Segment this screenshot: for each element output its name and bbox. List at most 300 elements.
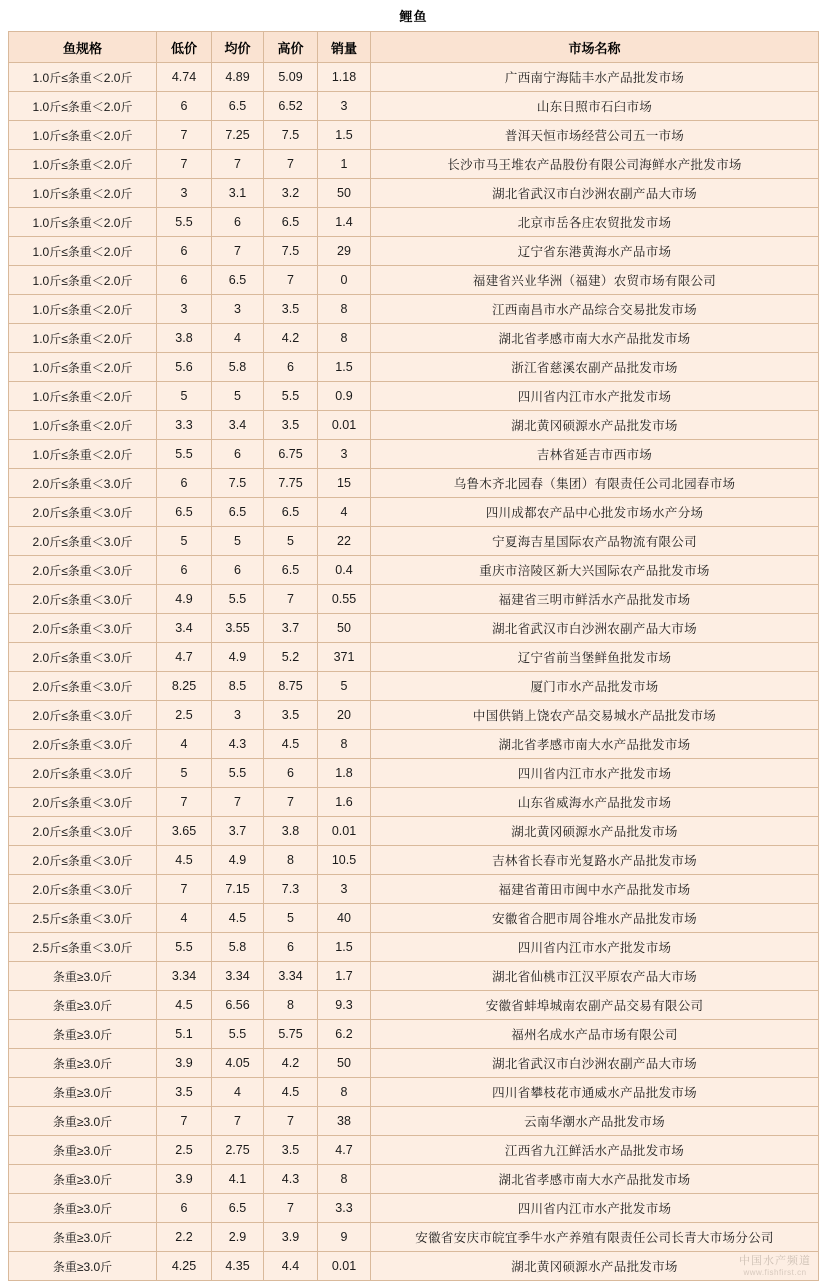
table-row bbox=[9, 875, 819, 904]
cell-avg-price: 4.3 bbox=[212, 730, 264, 759]
table-row bbox=[9, 1252, 819, 1281]
cell-low-price: 3 bbox=[157, 179, 212, 208]
table-row bbox=[9, 150, 819, 179]
cell-low-price: 6 bbox=[157, 266, 212, 295]
cell-high-price: 6 bbox=[264, 759, 318, 788]
cell-high-price: 3.5 bbox=[264, 1136, 318, 1165]
cell-low-price: 3.9 bbox=[157, 1049, 212, 1078]
cell-spec: 条重≥3.0斤 bbox=[9, 1020, 157, 1049]
cell-high-price: 6 bbox=[264, 353, 318, 382]
cell-spec: 条重≥3.0斤 bbox=[9, 991, 157, 1020]
cell-low-price: 3.65 bbox=[157, 817, 212, 846]
cell-high-price: 7 bbox=[264, 1107, 318, 1136]
cell-avg-price: 2.75 bbox=[212, 1136, 264, 1165]
cell-low-price: 2.5 bbox=[157, 701, 212, 730]
cell-low-price: 3.3 bbox=[157, 411, 212, 440]
cell-avg-price: 7.25 bbox=[212, 121, 264, 150]
cell-spec: 2.0斤≤条重＜3.0斤 bbox=[9, 701, 157, 730]
cell-avg-price: 3.34 bbox=[212, 962, 264, 991]
table-row bbox=[9, 643, 819, 672]
cell-market: 安徽省蚌埠城南农副产品交易有限公司 bbox=[371, 991, 819, 1020]
cell-low-price: 5 bbox=[157, 382, 212, 411]
cell-high-price: 7.5 bbox=[264, 237, 318, 266]
table-row bbox=[9, 1194, 819, 1223]
table-row bbox=[9, 469, 819, 498]
table-row bbox=[9, 1136, 819, 1165]
cell-high-price: 7.75 bbox=[264, 469, 318, 498]
cell-market: 福建省莆田市闽中水产品批发市场 bbox=[371, 875, 819, 904]
cell-market: 湖北省孝感市南大水产品批发市场 bbox=[371, 324, 819, 353]
cell-spec: 2.0斤≤条重＜3.0斤 bbox=[9, 469, 157, 498]
cell-avg-price: 7 bbox=[212, 1107, 264, 1136]
table-row bbox=[9, 672, 819, 701]
column-header-market: 市场名称 bbox=[371, 32, 819, 63]
table-row bbox=[9, 846, 819, 875]
fish-price-table bbox=[8, 31, 819, 1281]
cell-high-price: 3.34 bbox=[264, 962, 318, 991]
cell-spec: 2.0斤≤条重＜3.0斤 bbox=[9, 730, 157, 759]
cell-avg-price: 4.35 bbox=[212, 1252, 264, 1281]
cell-avg-price: 3.4 bbox=[212, 411, 264, 440]
table-row bbox=[9, 179, 819, 208]
cell-spec: 2.0斤≤条重＜3.0斤 bbox=[9, 498, 157, 527]
cell-spec: 2.0斤≤条重＜3.0斤 bbox=[9, 875, 157, 904]
cell-low-price: 7 bbox=[157, 788, 212, 817]
cell-avg-price: 5.5 bbox=[212, 759, 264, 788]
cell-spec: 1.0斤≤条重＜2.0斤 bbox=[9, 208, 157, 237]
cell-spec: 条重≥3.0斤 bbox=[9, 962, 157, 991]
cell-avg-price: 4.1 bbox=[212, 1165, 264, 1194]
cell-volume: 1.5 bbox=[318, 933, 371, 962]
cell-low-price: 7 bbox=[157, 875, 212, 904]
cell-avg-price: 4 bbox=[212, 1078, 264, 1107]
cell-low-price: 3.4 bbox=[157, 614, 212, 643]
table-row bbox=[9, 1223, 819, 1252]
cell-low-price: 2.5 bbox=[157, 1136, 212, 1165]
column-header-spec: 鱼规格 bbox=[9, 32, 157, 63]
cell-low-price: 2.2 bbox=[157, 1223, 212, 1252]
cell-high-price: 5.5 bbox=[264, 382, 318, 411]
table-row bbox=[9, 730, 819, 759]
cell-spec: 2.0斤≤条重＜3.0斤 bbox=[9, 556, 157, 585]
table-row bbox=[9, 701, 819, 730]
cell-volume: 1.7 bbox=[318, 962, 371, 991]
cell-low-price: 7 bbox=[157, 1107, 212, 1136]
cell-market: 四川省内江市水产批发市场 bbox=[371, 933, 819, 962]
cell-low-price: 4 bbox=[157, 730, 212, 759]
cell-low-price: 5.5 bbox=[157, 440, 212, 469]
cell-avg-price: 5.5 bbox=[212, 1020, 264, 1049]
cell-avg-price: 5.8 bbox=[212, 353, 264, 382]
cell-high-price: 4.4 bbox=[264, 1252, 318, 1281]
cell-avg-price: 7.5 bbox=[212, 469, 264, 498]
cell-volume: 29 bbox=[318, 237, 371, 266]
cell-market: 湖北省武汉市白沙洲农副产品大市场 bbox=[371, 614, 819, 643]
cell-low-price: 5.1 bbox=[157, 1020, 212, 1049]
cell-spec: 条重≥3.0斤 bbox=[9, 1194, 157, 1223]
cell-high-price: 7 bbox=[264, 585, 318, 614]
table-row bbox=[9, 440, 819, 469]
cell-low-price: 3.8 bbox=[157, 324, 212, 353]
cell-volume: 9 bbox=[318, 1223, 371, 1252]
cell-spec: 条重≥3.0斤 bbox=[9, 1165, 157, 1194]
cell-spec: 条重≥3.0斤 bbox=[9, 1136, 157, 1165]
cell-high-price: 3.2 bbox=[264, 179, 318, 208]
cell-high-price: 6.75 bbox=[264, 440, 318, 469]
cell-volume: 10.5 bbox=[318, 846, 371, 875]
cell-spec: 1.0斤≤条重＜2.0斤 bbox=[9, 237, 157, 266]
table-row bbox=[9, 208, 819, 237]
cell-market: 云南华潮水产品批发市场 bbox=[371, 1107, 819, 1136]
cell-spec: 2.0斤≤条重＜3.0斤 bbox=[9, 788, 157, 817]
cell-high-price: 7.5 bbox=[264, 121, 318, 150]
table-row bbox=[9, 382, 819, 411]
table-row bbox=[9, 962, 819, 991]
cell-volume: 50 bbox=[318, 614, 371, 643]
cell-market: 四川省内江市水产批发市场 bbox=[371, 1194, 819, 1223]
table-row bbox=[9, 63, 819, 92]
cell-spec: 1.0斤≤条重＜2.0斤 bbox=[9, 63, 157, 92]
cell-volume: 50 bbox=[318, 1049, 371, 1078]
table-row bbox=[9, 1165, 819, 1194]
cell-low-price: 7 bbox=[157, 121, 212, 150]
cell-market: 湖北省仙桃市江汉平原农产品大市场 bbox=[371, 962, 819, 991]
cell-low-price: 5 bbox=[157, 527, 212, 556]
cell-high-price: 5.09 bbox=[264, 63, 318, 92]
table-row bbox=[9, 295, 819, 324]
cell-spec: 2.0斤≤条重＜3.0斤 bbox=[9, 585, 157, 614]
cell-market: 福建省三明市鲜活水产品批发市场 bbox=[371, 585, 819, 614]
cell-avg-price: 8.5 bbox=[212, 672, 264, 701]
cell-low-price: 6 bbox=[157, 92, 212, 121]
cell-high-price: 6.5 bbox=[264, 556, 318, 585]
cell-volume: 0.9 bbox=[318, 382, 371, 411]
cell-avg-price: 6.5 bbox=[212, 266, 264, 295]
cell-volume: 38 bbox=[318, 1107, 371, 1136]
table-body bbox=[9, 63, 819, 1281]
cell-avg-price: 4.5 bbox=[212, 904, 264, 933]
cell-high-price: 6.52 bbox=[264, 92, 318, 121]
cell-volume: 0.01 bbox=[318, 1252, 371, 1281]
cell-low-price: 8.25 bbox=[157, 672, 212, 701]
cell-volume: 3 bbox=[318, 875, 371, 904]
cell-volume: 15 bbox=[318, 469, 371, 498]
cell-avg-price: 3 bbox=[212, 701, 264, 730]
cell-market: 安徽省安庆市皖宜季牛水产养殖有限责任公司长青大市场分公司 bbox=[371, 1223, 819, 1252]
cell-high-price: 8 bbox=[264, 991, 318, 1020]
cell-low-price: 6 bbox=[157, 1194, 212, 1223]
cell-high-price: 4.5 bbox=[264, 730, 318, 759]
cell-market: 江西省九江鲜活水产品批发市场 bbox=[371, 1136, 819, 1165]
cell-avg-price: 6.5 bbox=[212, 92, 264, 121]
cell-volume: 4.7 bbox=[318, 1136, 371, 1165]
cell-low-price: 3 bbox=[157, 295, 212, 324]
cell-high-price: 5.75 bbox=[264, 1020, 318, 1049]
cell-spec: 2.5斤≤条重＜3.0斤 bbox=[9, 904, 157, 933]
cell-high-price: 4.2 bbox=[264, 324, 318, 353]
cell-avg-price: 6.5 bbox=[212, 1194, 264, 1223]
table-row bbox=[9, 1020, 819, 1049]
cell-avg-price: 2.9 bbox=[212, 1223, 264, 1252]
cell-low-price: 5.6 bbox=[157, 353, 212, 382]
cell-volume: 40 bbox=[318, 904, 371, 933]
cell-volume: 8 bbox=[318, 324, 371, 353]
cell-avg-price: 6 bbox=[212, 556, 264, 585]
cell-market: 吉林省长春市光复路水产品批发市场 bbox=[371, 846, 819, 875]
cell-market: 湖北省武汉市白沙洲农副产品大市场 bbox=[371, 179, 819, 208]
cell-high-price: 3.5 bbox=[264, 295, 318, 324]
cell-low-price: 3.34 bbox=[157, 962, 212, 991]
header-row bbox=[9, 32, 819, 63]
cell-volume: 3 bbox=[318, 440, 371, 469]
cell-low-price: 4.7 bbox=[157, 643, 212, 672]
cell-high-price: 7 bbox=[264, 788, 318, 817]
cell-market: 吉林省延吉市西市场 bbox=[371, 440, 819, 469]
cell-volume: 0.01 bbox=[318, 817, 371, 846]
cell-market: 厦门市水产品批发市场 bbox=[371, 672, 819, 701]
cell-volume: 3 bbox=[318, 92, 371, 121]
column-header-avg-price: 均价 bbox=[212, 32, 264, 63]
cell-low-price: 4.9 bbox=[157, 585, 212, 614]
cell-volume: 9.3 bbox=[318, 991, 371, 1020]
table-row bbox=[9, 121, 819, 150]
cell-high-price: 6.5 bbox=[264, 498, 318, 527]
cell-spec: 条重≥3.0斤 bbox=[9, 1223, 157, 1252]
cell-avg-price: 3.7 bbox=[212, 817, 264, 846]
table-row bbox=[9, 527, 819, 556]
cell-market: 浙江省慈溪农副产品批发市场 bbox=[371, 353, 819, 382]
cell-market: 四川成都农产品中心批发市场水产分场 bbox=[371, 498, 819, 527]
cell-low-price: 6 bbox=[157, 469, 212, 498]
cell-high-price: 7.3 bbox=[264, 875, 318, 904]
cell-low-price: 4.5 bbox=[157, 991, 212, 1020]
cell-avg-price: 6 bbox=[212, 208, 264, 237]
cell-volume: 1.8 bbox=[318, 759, 371, 788]
cell-volume: 3.3 bbox=[318, 1194, 371, 1223]
cell-high-price: 5 bbox=[264, 527, 318, 556]
cell-avg-price: 6 bbox=[212, 440, 264, 469]
cell-avg-price: 4.05 bbox=[212, 1049, 264, 1078]
cell-high-price: 3.5 bbox=[264, 411, 318, 440]
cell-high-price: 7 bbox=[264, 1194, 318, 1223]
cell-high-price: 7 bbox=[264, 150, 318, 179]
cell-spec: 1.0斤≤条重＜2.0斤 bbox=[9, 411, 157, 440]
cell-market: 福州名成水产品市场有限公司 bbox=[371, 1020, 819, 1049]
table-row bbox=[9, 411, 819, 440]
cell-low-price: 6.5 bbox=[157, 498, 212, 527]
table-row bbox=[9, 759, 819, 788]
cell-high-price: 5.2 bbox=[264, 643, 318, 672]
cell-market: 四川省内江市水产批发市场 bbox=[371, 759, 819, 788]
cell-market: 福建省兴业华洲（福建）农贸市场有限公司 bbox=[371, 266, 819, 295]
cell-market: 湖北省孝感市南大水产品批发市场 bbox=[371, 1165, 819, 1194]
cell-avg-price: 5.8 bbox=[212, 933, 264, 962]
cell-high-price: 3.5 bbox=[264, 701, 318, 730]
cell-low-price: 6 bbox=[157, 556, 212, 585]
cell-low-price: 6 bbox=[157, 237, 212, 266]
cell-low-price: 3.9 bbox=[157, 1165, 212, 1194]
table-row bbox=[9, 991, 819, 1020]
cell-volume: 1 bbox=[318, 150, 371, 179]
cell-low-price: 4 bbox=[157, 904, 212, 933]
cell-avg-price: 4.9 bbox=[212, 846, 264, 875]
cell-spec: 1.0斤≤条重＜2.0斤 bbox=[9, 382, 157, 411]
table-row bbox=[9, 904, 819, 933]
cell-market: 四川省内江市水产批发市场 bbox=[371, 382, 819, 411]
cell-market: 江西南昌市水产品综合交易批发市场 bbox=[371, 295, 819, 324]
cell-low-price: 3.5 bbox=[157, 1078, 212, 1107]
table-row bbox=[9, 1078, 819, 1107]
cell-avg-price: 3.1 bbox=[212, 179, 264, 208]
cell-volume: 8 bbox=[318, 1078, 371, 1107]
cell-high-price: 3.9 bbox=[264, 1223, 318, 1252]
cell-avg-price: 4.89 bbox=[212, 63, 264, 92]
table-row bbox=[9, 585, 819, 614]
table-header bbox=[9, 32, 819, 63]
cell-volume: 1.5 bbox=[318, 353, 371, 382]
cell-avg-price: 7 bbox=[212, 237, 264, 266]
cell-avg-price: 7.15 bbox=[212, 875, 264, 904]
cell-volume: 371 bbox=[318, 643, 371, 672]
cell-low-price: 4.5 bbox=[157, 846, 212, 875]
table-row bbox=[9, 1107, 819, 1136]
cell-market: 山东日照市石臼市场 bbox=[371, 92, 819, 121]
cell-high-price: 4.3 bbox=[264, 1165, 318, 1194]
table-row bbox=[9, 556, 819, 585]
cell-volume: 0 bbox=[318, 266, 371, 295]
table-row bbox=[9, 788, 819, 817]
cell-spec: 1.0斤≤条重＜2.0斤 bbox=[9, 150, 157, 179]
cell-spec: 1.0斤≤条重＜2.0斤 bbox=[9, 295, 157, 324]
cell-volume: 5 bbox=[318, 672, 371, 701]
cell-volume: 0.4 bbox=[318, 556, 371, 585]
cell-spec: 1.0斤≤条重＜2.0斤 bbox=[9, 353, 157, 382]
cell-volume: 0.55 bbox=[318, 585, 371, 614]
cell-market: 山东省威海水产品批发市场 bbox=[371, 788, 819, 817]
cell-spec: 2.0斤≤条重＜3.0斤 bbox=[9, 672, 157, 701]
cell-low-price: 5.5 bbox=[157, 208, 212, 237]
cell-avg-price: 5.5 bbox=[212, 585, 264, 614]
cell-market: 湖北省武汉市白沙洲农副产品大市场 bbox=[371, 1049, 819, 1078]
cell-volume: 8 bbox=[318, 730, 371, 759]
cell-high-price: 8 bbox=[264, 846, 318, 875]
cell-high-price: 8.75 bbox=[264, 672, 318, 701]
cell-low-price: 4.25 bbox=[157, 1252, 212, 1281]
cell-market: 重庆市涪陵区新大兴国际农产品批发市场 bbox=[371, 556, 819, 585]
cell-market: 普洱天恒市场经营公司五一市场 bbox=[371, 121, 819, 150]
column-header-low-price: 低价 bbox=[157, 32, 212, 63]
cell-spec: 1.0斤≤条重＜2.0斤 bbox=[9, 92, 157, 121]
cell-volume: 1.6 bbox=[318, 788, 371, 817]
cell-spec: 2.0斤≤条重＜3.0斤 bbox=[9, 759, 157, 788]
cell-high-price: 7 bbox=[264, 266, 318, 295]
table-row bbox=[9, 324, 819, 353]
table-row bbox=[9, 614, 819, 643]
cell-spec: 2.0斤≤条重＜3.0斤 bbox=[9, 817, 157, 846]
cell-spec: 2.0斤≤条重＜3.0斤 bbox=[9, 527, 157, 556]
cell-spec: 2.0斤≤条重＜3.0斤 bbox=[9, 846, 157, 875]
watermark-main: 中国水产频道 bbox=[739, 1255, 811, 1267]
cell-spec: 1.0斤≤条重＜2.0斤 bbox=[9, 266, 157, 295]
cell-volume: 1.18 bbox=[318, 63, 371, 92]
cell-high-price: 4.2 bbox=[264, 1049, 318, 1078]
table-row bbox=[9, 237, 819, 266]
cell-avg-price: 6.56 bbox=[212, 991, 264, 1020]
cell-spec: 1.0斤≤条重＜2.0斤 bbox=[9, 324, 157, 353]
cell-spec: 2.0斤≤条重＜3.0斤 bbox=[9, 643, 157, 672]
cell-volume: 6.2 bbox=[318, 1020, 371, 1049]
cell-volume: 22 bbox=[318, 527, 371, 556]
cell-low-price: 5.5 bbox=[157, 933, 212, 962]
cell-volume: 1.5 bbox=[318, 121, 371, 150]
cell-volume: 8 bbox=[318, 295, 371, 324]
cell-spec: 条重≥3.0斤 bbox=[9, 1049, 157, 1078]
table-row bbox=[9, 498, 819, 527]
cell-market: 辽宁省前当堡鲜鱼批发市场 bbox=[371, 643, 819, 672]
cell-spec: 1.0斤≤条重＜2.0斤 bbox=[9, 121, 157, 150]
table-row bbox=[9, 266, 819, 295]
cell-market: 湖北省孝感市南大水产品批发市场 bbox=[371, 730, 819, 759]
cell-market: 辽宁省东港黄海水产品市场 bbox=[371, 237, 819, 266]
table-row bbox=[9, 817, 819, 846]
cell-market: 北京市岳各庄农贸批发市场 bbox=[371, 208, 819, 237]
cell-high-price: 6 bbox=[264, 933, 318, 962]
cell-volume: 8 bbox=[318, 1165, 371, 1194]
cell-avg-price: 4.9 bbox=[212, 643, 264, 672]
cell-market: 长沙市马王堆农产品股份有限公司海鲜水产批发市场 bbox=[371, 150, 819, 179]
cell-volume: 4 bbox=[318, 498, 371, 527]
cell-market: 湖北黄冈硕源水产品批发市场 bbox=[371, 817, 819, 846]
cell-spec: 2.0斤≤条重＜3.0斤 bbox=[9, 614, 157, 643]
table-row bbox=[9, 92, 819, 121]
cell-high-price: 3.7 bbox=[264, 614, 318, 643]
cell-spec: 2.5斤≤条重＜3.0斤 bbox=[9, 933, 157, 962]
cell-market: 四川省攀枝花市通威水产品批发市场 bbox=[371, 1078, 819, 1107]
column-header-volume: 销量 bbox=[318, 32, 371, 63]
table-row bbox=[9, 933, 819, 962]
cell-market: 湖北黄冈硕源水产品批发市场 bbox=[371, 1252, 819, 1281]
cell-low-price: 5 bbox=[157, 759, 212, 788]
cell-market: 乌鲁木齐北园春（集团）有限责任公司北园春市场 bbox=[371, 469, 819, 498]
cell-spec: 条重≥3.0斤 bbox=[9, 1107, 157, 1136]
cell-high-price: 6.5 bbox=[264, 208, 318, 237]
cell-avg-price: 5 bbox=[212, 527, 264, 556]
cell-low-price: 4.74 bbox=[157, 63, 212, 92]
cell-volume: 20 bbox=[318, 701, 371, 730]
page-title: 鲤鱼 bbox=[399, 9, 428, 24]
cell-spec: 1.0斤≤条重＜2.0斤 bbox=[9, 440, 157, 469]
cell-market: 中国供销上饶农产品交易城水产品批发市场 bbox=[371, 701, 819, 730]
cell-low-price: 7 bbox=[157, 150, 212, 179]
cell-high-price: 4.5 bbox=[264, 1078, 318, 1107]
column-header-high-price: 高价 bbox=[264, 32, 318, 63]
cell-avg-price: 3.55 bbox=[212, 614, 264, 643]
cell-avg-price: 6.5 bbox=[212, 498, 264, 527]
cell-market: 安徽省合肥市周谷堆水产品批发市场 bbox=[371, 904, 819, 933]
watermark-sub: www.fishfirst.cn bbox=[743, 1268, 807, 1277]
cell-high-price: 3.8 bbox=[264, 817, 318, 846]
cell-market: 湖北黄冈硕源水产品批发市场 bbox=[371, 411, 819, 440]
cell-high-price: 5 bbox=[264, 904, 318, 933]
cell-avg-price: 3 bbox=[212, 295, 264, 324]
cell-market: 宁夏海吉星国际农产品物流有限公司 bbox=[371, 527, 819, 556]
cell-avg-price: 5 bbox=[212, 382, 264, 411]
table-row bbox=[9, 353, 819, 382]
cell-spec: 条重≥3.0斤 bbox=[9, 1252, 157, 1281]
cell-market: 广西南宁海陆丰水产品批发市场 bbox=[371, 63, 819, 92]
cell-volume: 0.01 bbox=[318, 411, 371, 440]
cell-volume: 50 bbox=[318, 179, 371, 208]
